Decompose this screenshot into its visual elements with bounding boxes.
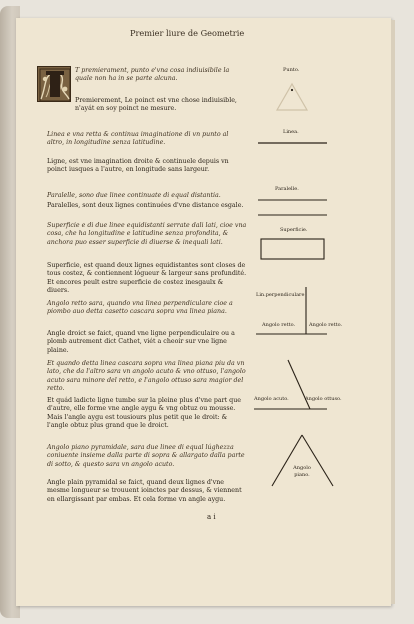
figure-paralelle	[258, 200, 327, 215]
figure-angolo-piano	[272, 435, 333, 486]
paragraph-acuto-fr: Et quád ladicte ligne tumbe sur la pleine plus d'vne part que d'autre, elle forme vne angle aygu & vng obtuz ou mousse. Mais l'angle aygu est tousiours plus petit que le droit: & l'angle obtuz plus grand que le droict.	[47, 397, 241, 430]
paragraph-retto-it: Angolo retto sara, quando vna linea perpendiculare cioe a piombo auo detta casetto cascara sopra vna linea piana.	[47, 300, 233, 316]
show-through-triangle	[277, 84, 307, 110]
pyramid-left-line	[272, 435, 302, 486]
label-linea: Linea.	[283, 129, 299, 135]
point-mark	[291, 89, 293, 91]
figure-punto	[277, 84, 307, 110]
paragraph-linea-it: Linea e vna retta & continua imaginatione di vn punto al altro, in longitudine senza latitudine.	[47, 131, 229, 147]
paragraph-superficie-it: Superficie e di due linee equidistanti serrate dali lati, cioe vna cosa, che ha longitudine e latitudine senza profondita, & anchora puo esser superficie di diuerse & inequali lati.	[47, 222, 247, 246]
paragraph-paralelle-fr: Paralelles, sont deux lignes continuées d'vne distance esgale.	[47, 202, 244, 209]
signature-mark: a i	[207, 513, 216, 521]
pyramid-right-line	[302, 435, 333, 486]
paragraph-paralelle-it: Paralelle, sono due linee continuate di equal distantia.	[47, 192, 221, 199]
label-paralelle: Paralelle.	[275, 186, 299, 192]
paragraph-acuto-it: Et quando detta linea cascara sopra vna linea piana piu da vn lato, che da l'altro sara vn angolo acuto & vno ottuso, l'angolo acuto sara minore del retto, e l'angolo ottuso sara magior del retto.	[47, 360, 246, 393]
paragraph-superficie-fr: Superficie, est quand deux lignes equidistantes sont closes de tous costez, & contiennent lógueur & largeur sans profundité. Et encores peult estre superficie de costez inesgaulx & diuers.	[47, 262, 247, 295]
label-angolo-acuto: Angolo acuto.	[254, 396, 289, 402]
label-angolo-ottuso: Angolo ottuso.	[305, 396, 342, 402]
paragraph-piano-it: Angolo piano pyramidale, sara due linee di equal lúghezza coniuente insieme dalla parte di sopra & allargato dalla parte di sotto, & questo sara vn angolo acuto.	[47, 444, 245, 468]
label-angolo-retto-left: Angolo retto.	[262, 322, 296, 328]
paragraph-piano-fr: Angle plain pyramidal se faict, quand deux lignes d'vne mesme longueur se trouuent ioinctes par dessus, & viennent en ellargissant par embas. Et cela forme vn angle aygu.	[47, 479, 242, 503]
paragraph-punto-fr: Premierement, Le poinct est vne chose indiuisible, n'ayát en soy poinct ne mesure.	[75, 97, 237, 113]
label-punto: Punto.	[283, 67, 300, 73]
label-superficie: Superficie.	[280, 227, 308, 233]
paragraph-linea-fr: Ligne, est vne imagination droite & continuele depuis vn poinct iusques a l'autre, en longitude sans largeur.	[47, 158, 229, 174]
label-perpendicolare: Lin.perpendiculare	[256, 292, 305, 298]
running-header: Premier liure de Geometrie	[130, 28, 245, 38]
paragraph-retto-fr: Angle droict se faict, quand vne ligne perpendiculaire ou a plomb autrement dict Cathet, viét a cheoir sur vne ligne plaine.	[47, 330, 235, 354]
label-angolo-piano: Angolo piano.	[293, 465, 311, 478]
paragraph-punto-it: T premierament, punto e'vna cosa indiuisibile la quale non ha in se parte alcuna.	[75, 67, 230, 83]
label-angolo-retto-right: Angolo retto.	[309, 322, 343, 328]
figure-superficie	[261, 239, 324, 259]
